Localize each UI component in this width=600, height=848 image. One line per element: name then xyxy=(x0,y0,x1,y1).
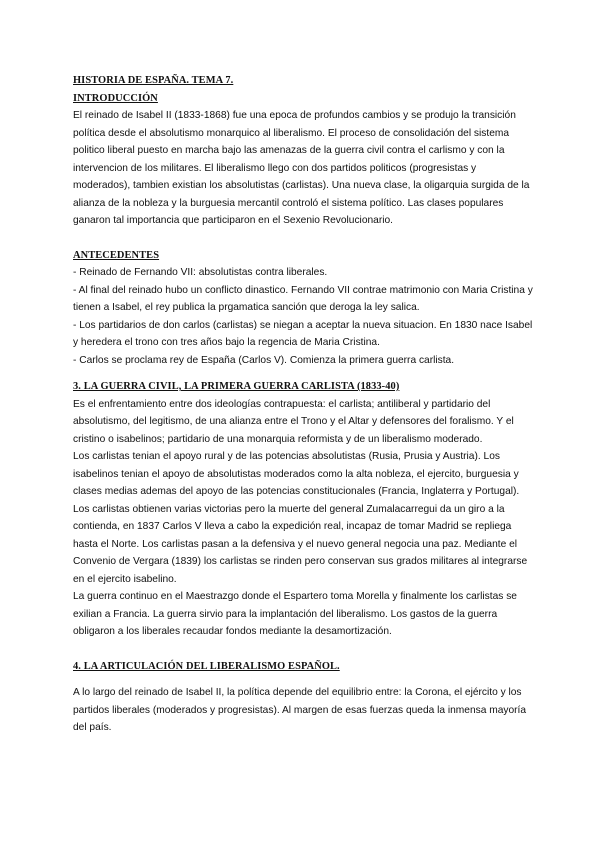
document-title: HISTORIA DE ESPAÑA. TEMA 7. xyxy=(73,75,234,86)
list-item: - Reinado de Fernando VII: absolutistas contra liberales. xyxy=(73,267,328,278)
list-item: - Carlos se proclama rey de España (Carlos V). Comienza la primera guerra carlista. xyxy=(73,354,455,366)
paragraph: Los carlistas obtienen varias victorias pero la muerte del general Zumalacarregui da un giro a la contienda, en 1837 Carlos V lleva a cabo la expedición real, incapaz de tomar Madrid se repliega hasta el Norte. Los carlistas pasan a la defensiva y el nuevo general negocia una paz. Mediante el Convenio de Vergara (1839) los carlistas se rinden pero conservan sus grados militares al integrarse en el ejercito isabelino. xyxy=(73,503,528,585)
paragraph: A lo largo del reinado de Isabel II, la política depende del equilibrio entre: la Corona, el ejército y los partidos liberales (moderados y progresistas). Al margen de esas fuerzas queda la inmensa mayoría del país. xyxy=(73,687,527,733)
document-page xyxy=(73,72,533,737)
paragraph: La guerra continuo en el Maestrazgo donde el Espartero toma Morella y finalmente los carlistas se exilian a Francia. La guerra sirvio para la implantación del liberalismo. Los gastos de la guerra obligaron a los liberales recaudar fondos mediante la desamortización. xyxy=(73,591,517,637)
list-item: - Al final del reinado hubo un conflicto dinastico. Fernando VII contrae matrimonio con Maria Cristina y tienen a Isabel, el rey publica la prgamatica sanción que deroga la ley salica. xyxy=(73,284,533,313)
paragraph: Los carlistas tenian el apoyo rural y de las potencias absolutistas (Rusia, Prusia y Austria). Los isabelinos tenian el apoyo de absolutistas moderados como la alta nobleza, el ejercito, burguesia y clases medias ademas del apoyo de las potencias constitucionales (Francia, Inglaterra y Portugal). xyxy=(73,451,520,497)
section-heading-liberalismo: 4. LA ARTICULACIÓN DEL LIBERALISMO ESPAÑOL. xyxy=(73,660,340,672)
paragraph: El reinado de Isabel II (1833-1868) fue una epoca de profundos cambios y se produjo la transición política desde el absolutismo monarquico al liberalismo. El proceso de consolidación del sistema politico liberal puesto en marcha bajo las amenazas de la guerra civil contra el carlismo y con la intervencion de los militares. El liberalismo llego con dos partidos politicos (progresistas y moderados), tambien existian los absolutistas (carlistas). Una nueva clase, la oligarquia surgida de la alianza de la nobleza y la burguesia mercantil controló el sistema político. Las clases populares ganaron tal importancia que participaron en el Sexenio Revolucionario. xyxy=(73,110,530,226)
section-heading-guerra-carlista: 3. LA GUERRA CIVIL, LA PRIMERA GUERRA CARLISTA (1833-40) xyxy=(73,381,400,392)
list-item: - Los partidarios de don carlos (carlistas) se niegan a aceptar la nueva situacion. En 1830 nace Isabel y heredera el trono con tres años bajo la regencia de Maria Cristina. xyxy=(73,319,533,348)
section-heading-antecedentes: ANTECEDENTES xyxy=(73,249,160,261)
section-heading-introduccion: INTRODUCCIÓN xyxy=(73,92,158,104)
paragraph: Es el enfrentamiento entre dos ideologías contrapuesta: el carlista; antiliberal y partidario del absolutismo, del legitismo, de una alianza entre el Trono y el Altar y defensores del foralismo. Y el cristino o isabelinos; partidario de una monarquia reformista y de un liberalismo moderado. xyxy=(73,398,514,445)
